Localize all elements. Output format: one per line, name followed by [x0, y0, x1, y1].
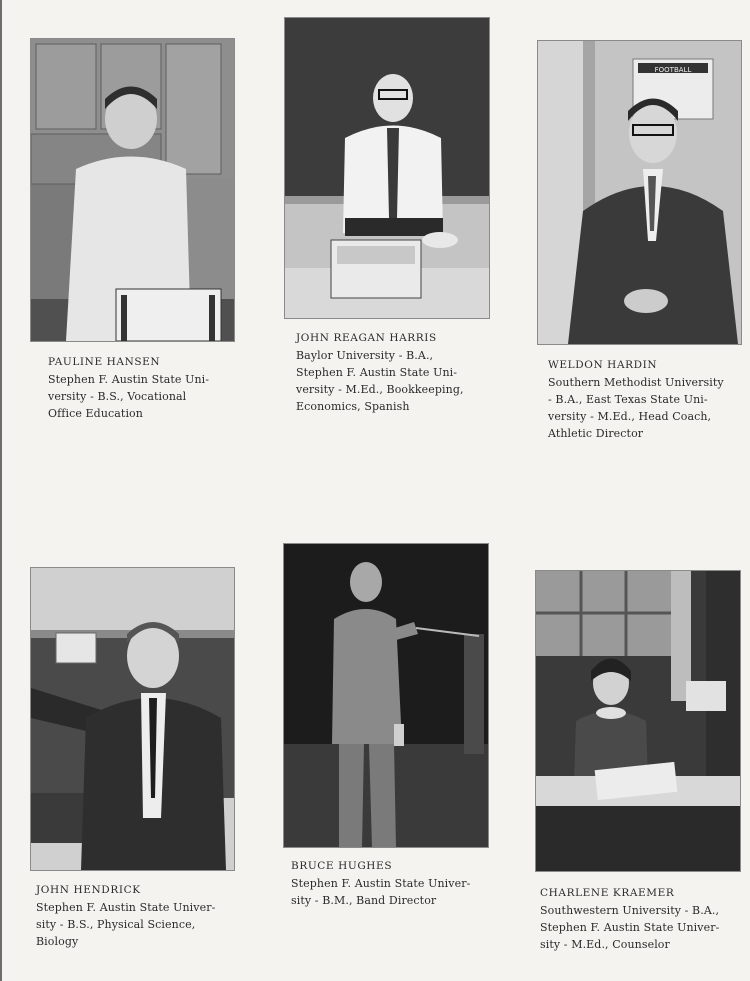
- faculty-credential-line: Stephen F. Austin State Univer-: [540, 921, 720, 934]
- faculty-name: CHARLENE KRAEMER: [540, 887, 675, 899]
- faculty-credential-line: Stephen F. Austin State Univer-: [291, 877, 471, 890]
- photo-pauline-hansen: [30, 38, 235, 342]
- faculty-name: JOHN REAGAN HARRIS: [296, 332, 437, 344]
- faculty-credential-line: sity - B.S., Physical Science,: [36, 918, 196, 931]
- photo-bruce-hughes: [283, 543, 489, 848]
- faculty-credential-line: Stephen F. Austin State Univer-: [36, 901, 216, 914]
- faculty-credential-line: sity - B.M., Band Director: [291, 894, 437, 907]
- caption-john-reagan-harris: [296, 330, 464, 415]
- faculty-credential-line: Biology: [36, 935, 79, 948]
- faculty-credential-line: Office Education: [48, 407, 143, 420]
- faculty-credential-line: Stephen F. Austin State Uni-: [48, 373, 210, 386]
- caption-bruce-hughes: [291, 858, 470, 909]
- faculty-credential-line: Southwestern University - B.A.,: [540, 904, 720, 917]
- photo-weldon-hardin: [537, 40, 742, 345]
- faculty-name: PAULINE HANSEN: [48, 356, 161, 368]
- faculty-credential-line: - B.A., East Texas State Uni-: [548, 393, 708, 406]
- faculty-name: BRUCE HUGHES: [291, 860, 393, 872]
- caption-weldon-hardin: [548, 357, 724, 442]
- faculty-credential-line: versity - M.Ed., Bookkeeping,: [296, 383, 464, 396]
- caption-charlene-kraemer: [540, 885, 719, 953]
- photo-john-hendrick: [30, 567, 235, 871]
- faculty-credential-line: versity - M.Ed., Head Coach,: [548, 410, 712, 423]
- photo-john-reagan-harris: [284, 17, 490, 319]
- faculty-credential-line: Economics, Spanish: [296, 400, 410, 413]
- faculty-credential-line: Southern Methodist University: [548, 376, 724, 389]
- photo-charlene-kraemer: [535, 570, 741, 872]
- faculty-credential-line: Athletic Director: [548, 427, 644, 440]
- caption-john-hendrick: [36, 882, 215, 950]
- page-edge: [0, 0, 2, 981]
- faculty-credential-line: sity - M.Ed., Counselor: [540, 938, 670, 951]
- faculty-credential-line: Stephen F. Austin State Uni-: [296, 366, 458, 379]
- faculty-credential-line: Baylor University - B.A.,: [296, 349, 434, 362]
- faculty-name: JOHN HENDRICK: [36, 884, 141, 896]
- faculty-credential-line: versity - B.S., Vocational: [48, 390, 187, 403]
- faculty-name: WELDON HARDIN: [548, 359, 658, 371]
- poster-label: FOOTBALL: [654, 66, 692, 74]
- caption-pauline-hansen: [48, 354, 209, 422]
